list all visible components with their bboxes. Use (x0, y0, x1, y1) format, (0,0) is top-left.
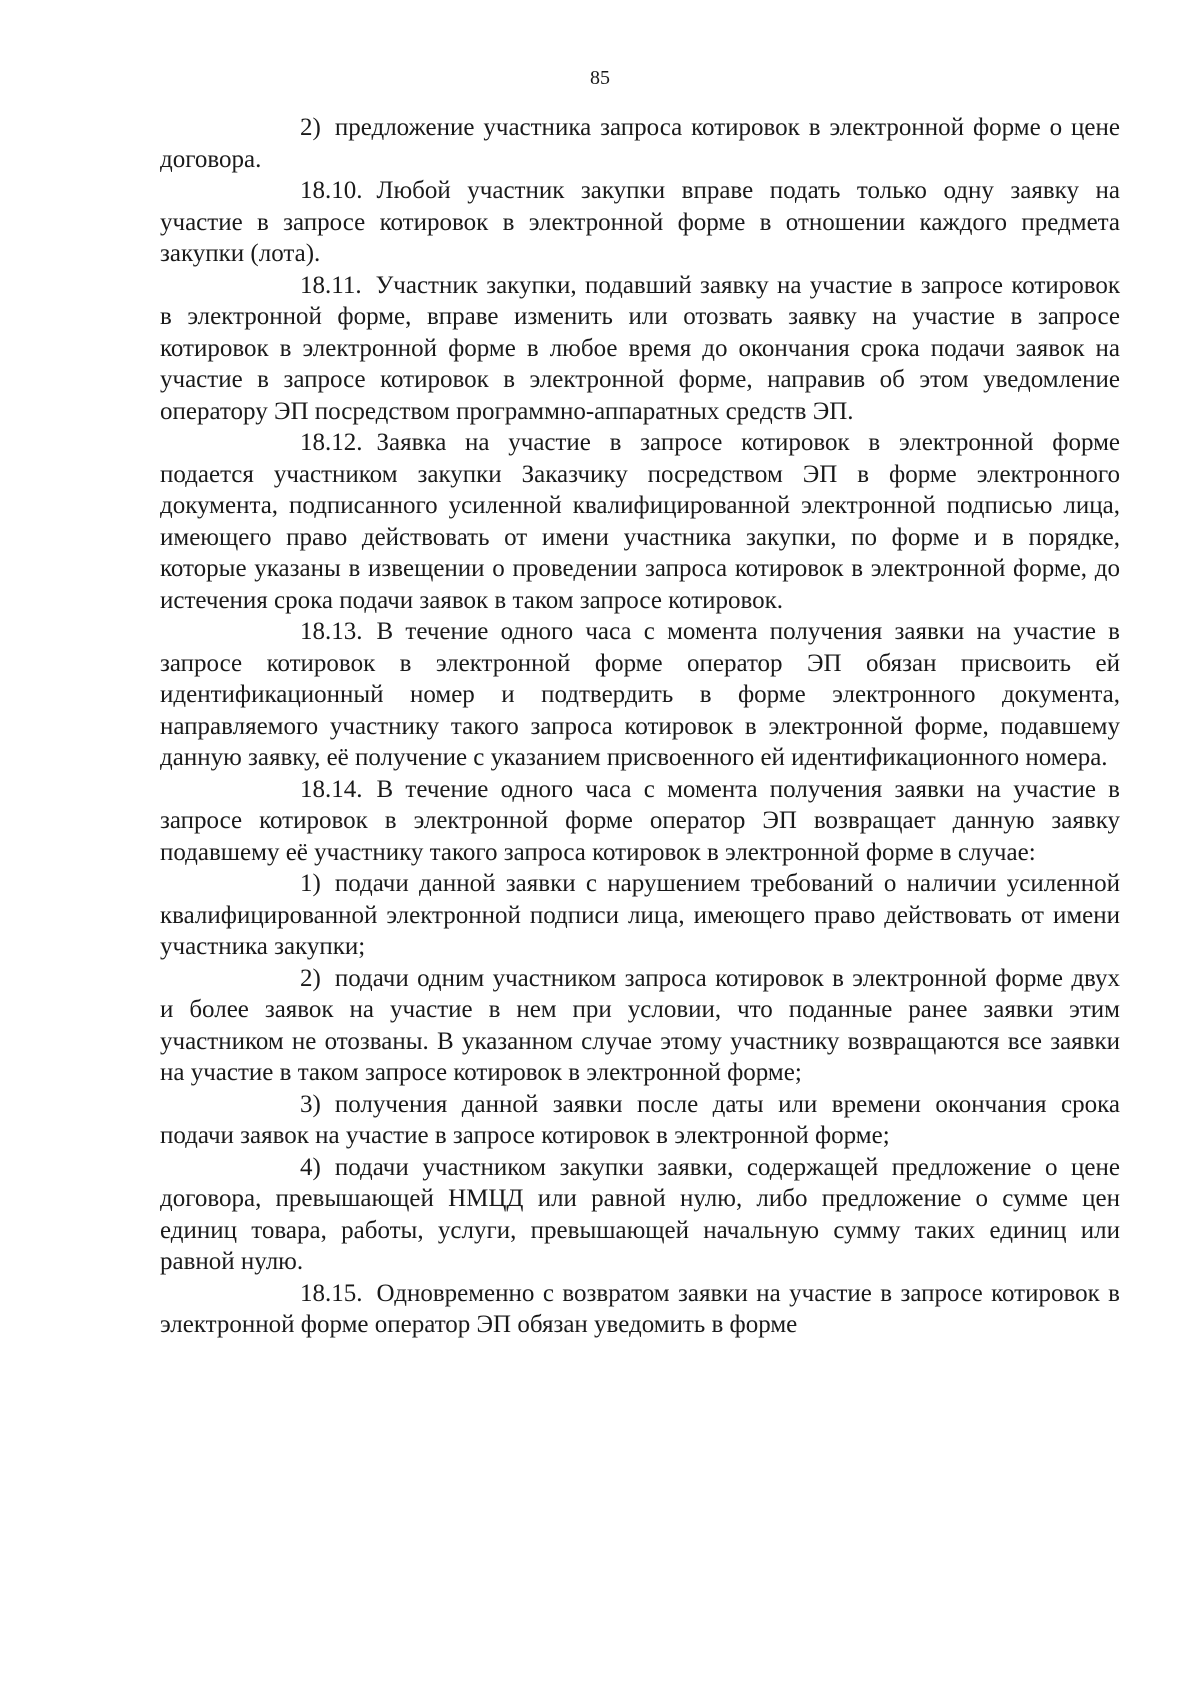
list-item-number: 2) (300, 964, 321, 992)
paragraph-18-12 (160, 427, 1120, 616)
paragraph-text: Участник закупки, подавший заявку на участие в запросе котировок в электронной форме, вправе изменить или отозвать заявку на участие в запросе котировок в электронной форме в любое время до окончания срока подачи заявок на участие в запросе котировок в электронной форме, направив об этом уведомление оператору ЭП посредством программно-аппаратных средств ЭП. (160, 271, 1120, 425)
paragraph-number: 18.10. (300, 177, 363, 204)
paragraph-number: 18.15. (300, 1279, 363, 1307)
list-item-3 (160, 1089, 1120, 1152)
paragraph-number: 18.12. (300, 429, 363, 456)
paragraph-number: 18.14. (300, 775, 363, 803)
page-number: 85 (590, 67, 610, 89)
paragraph-18-13 (160, 616, 1120, 774)
paragraph-18-15 (160, 1278, 1120, 1341)
list-item-number: 1) (300, 870, 321, 897)
paragraph-text: Заявка на участие в запросе котировок в электронной форме подается участником закупки Заказчику посредством ЭП в форме электронного документа, подписанного усиленной квалифицированной электронной подписью лица, имеющего право действовать от имени участника закупки, по форме и в порядке, которые указаны в извещении о проведении запроса котировок в электронной форме, до истечения срока подачи заявок в таком запросе котировок. (160, 429, 1120, 614)
list-item-text: получения данной заявки после даты или времени окончания срока подачи заявок на участие в запросе котировок в электронной форме; (160, 1090, 1120, 1149)
paragraph-18-14 (160, 774, 1120, 869)
list-item-text: подачи одним участником запроса котировок в электронной форме двух и более заявок на участие в нем при условии, что поданные ранее заявки этим участником не отозваны. В указанном случае этому участнику возвращаются все заявки на участие в таком запросе котировок в электронной форме; (160, 964, 1120, 1086)
list-item-text: подачи данной заявки с нарушением требований о наличии усиленной квалифицированной электронной подписи лица, имеющего право действовать от имени участника закупки; (160, 870, 1120, 960)
paragraph-text: Одновременно с возвратом заявки на участие в запросе котировок в электронной форме оператор ЭП обязан уведомить в форме (160, 1279, 1120, 1338)
paragraph-text: предложение участника запроса котировок в электронной форме о цене договора. (160, 114, 1120, 173)
paragraph-text: В течение одного часа с момента получения заявки на участие в запросе котировок в электронной форме оператор ЭП возвращает данную заявку подавшему её участнику такого запроса котировок в электронной форме в случае: (160, 775, 1120, 866)
list-item-4 (160, 1152, 1120, 1278)
list-item-number: 4) (300, 1153, 321, 1181)
paragraph-text: В течение одного часа с момента получения заявки на участие в запросе котировок в электронной форме оператор ЭП обязан присвоить ей идентификационный номер и подтвердить в форме электронного документа, направляемого участнику такого запроса котировок в электронной форме, подавшему данную заявку, её получение с указанием присвоенного ей идентификационного номера. (160, 618, 1120, 771)
paragraph-18-11 (160, 270, 1120, 428)
paragraph-item-2-price-offer (160, 112, 1120, 175)
paragraph-number: 18.11. (300, 271, 362, 299)
list-item-2 (160, 963, 1120, 1089)
list-item-number: 3) (300, 1090, 321, 1118)
paragraph-number: 2) (300, 114, 321, 141)
paragraph-text: Любой участник закупки вправе подать только одну заявку на участие в запросе котировок в электронной форме в отношении каждого предмета закупки (лота). (160, 177, 1120, 267)
paragraph-number: 18.13. (300, 618, 363, 645)
paragraph-18-10 (160, 175, 1120, 270)
list-item-text: подачи участником закупки заявки, содержащей предложение о цене договора, превышающей НМЦД или равной нулю, либо предложение о сумме цен единиц товара, работы, услуги, превышающей начальную сумму таких единиц или равной нулю. (160, 1153, 1120, 1275)
list-item-1 (160, 868, 1120, 963)
document-body (160, 112, 1120, 1341)
